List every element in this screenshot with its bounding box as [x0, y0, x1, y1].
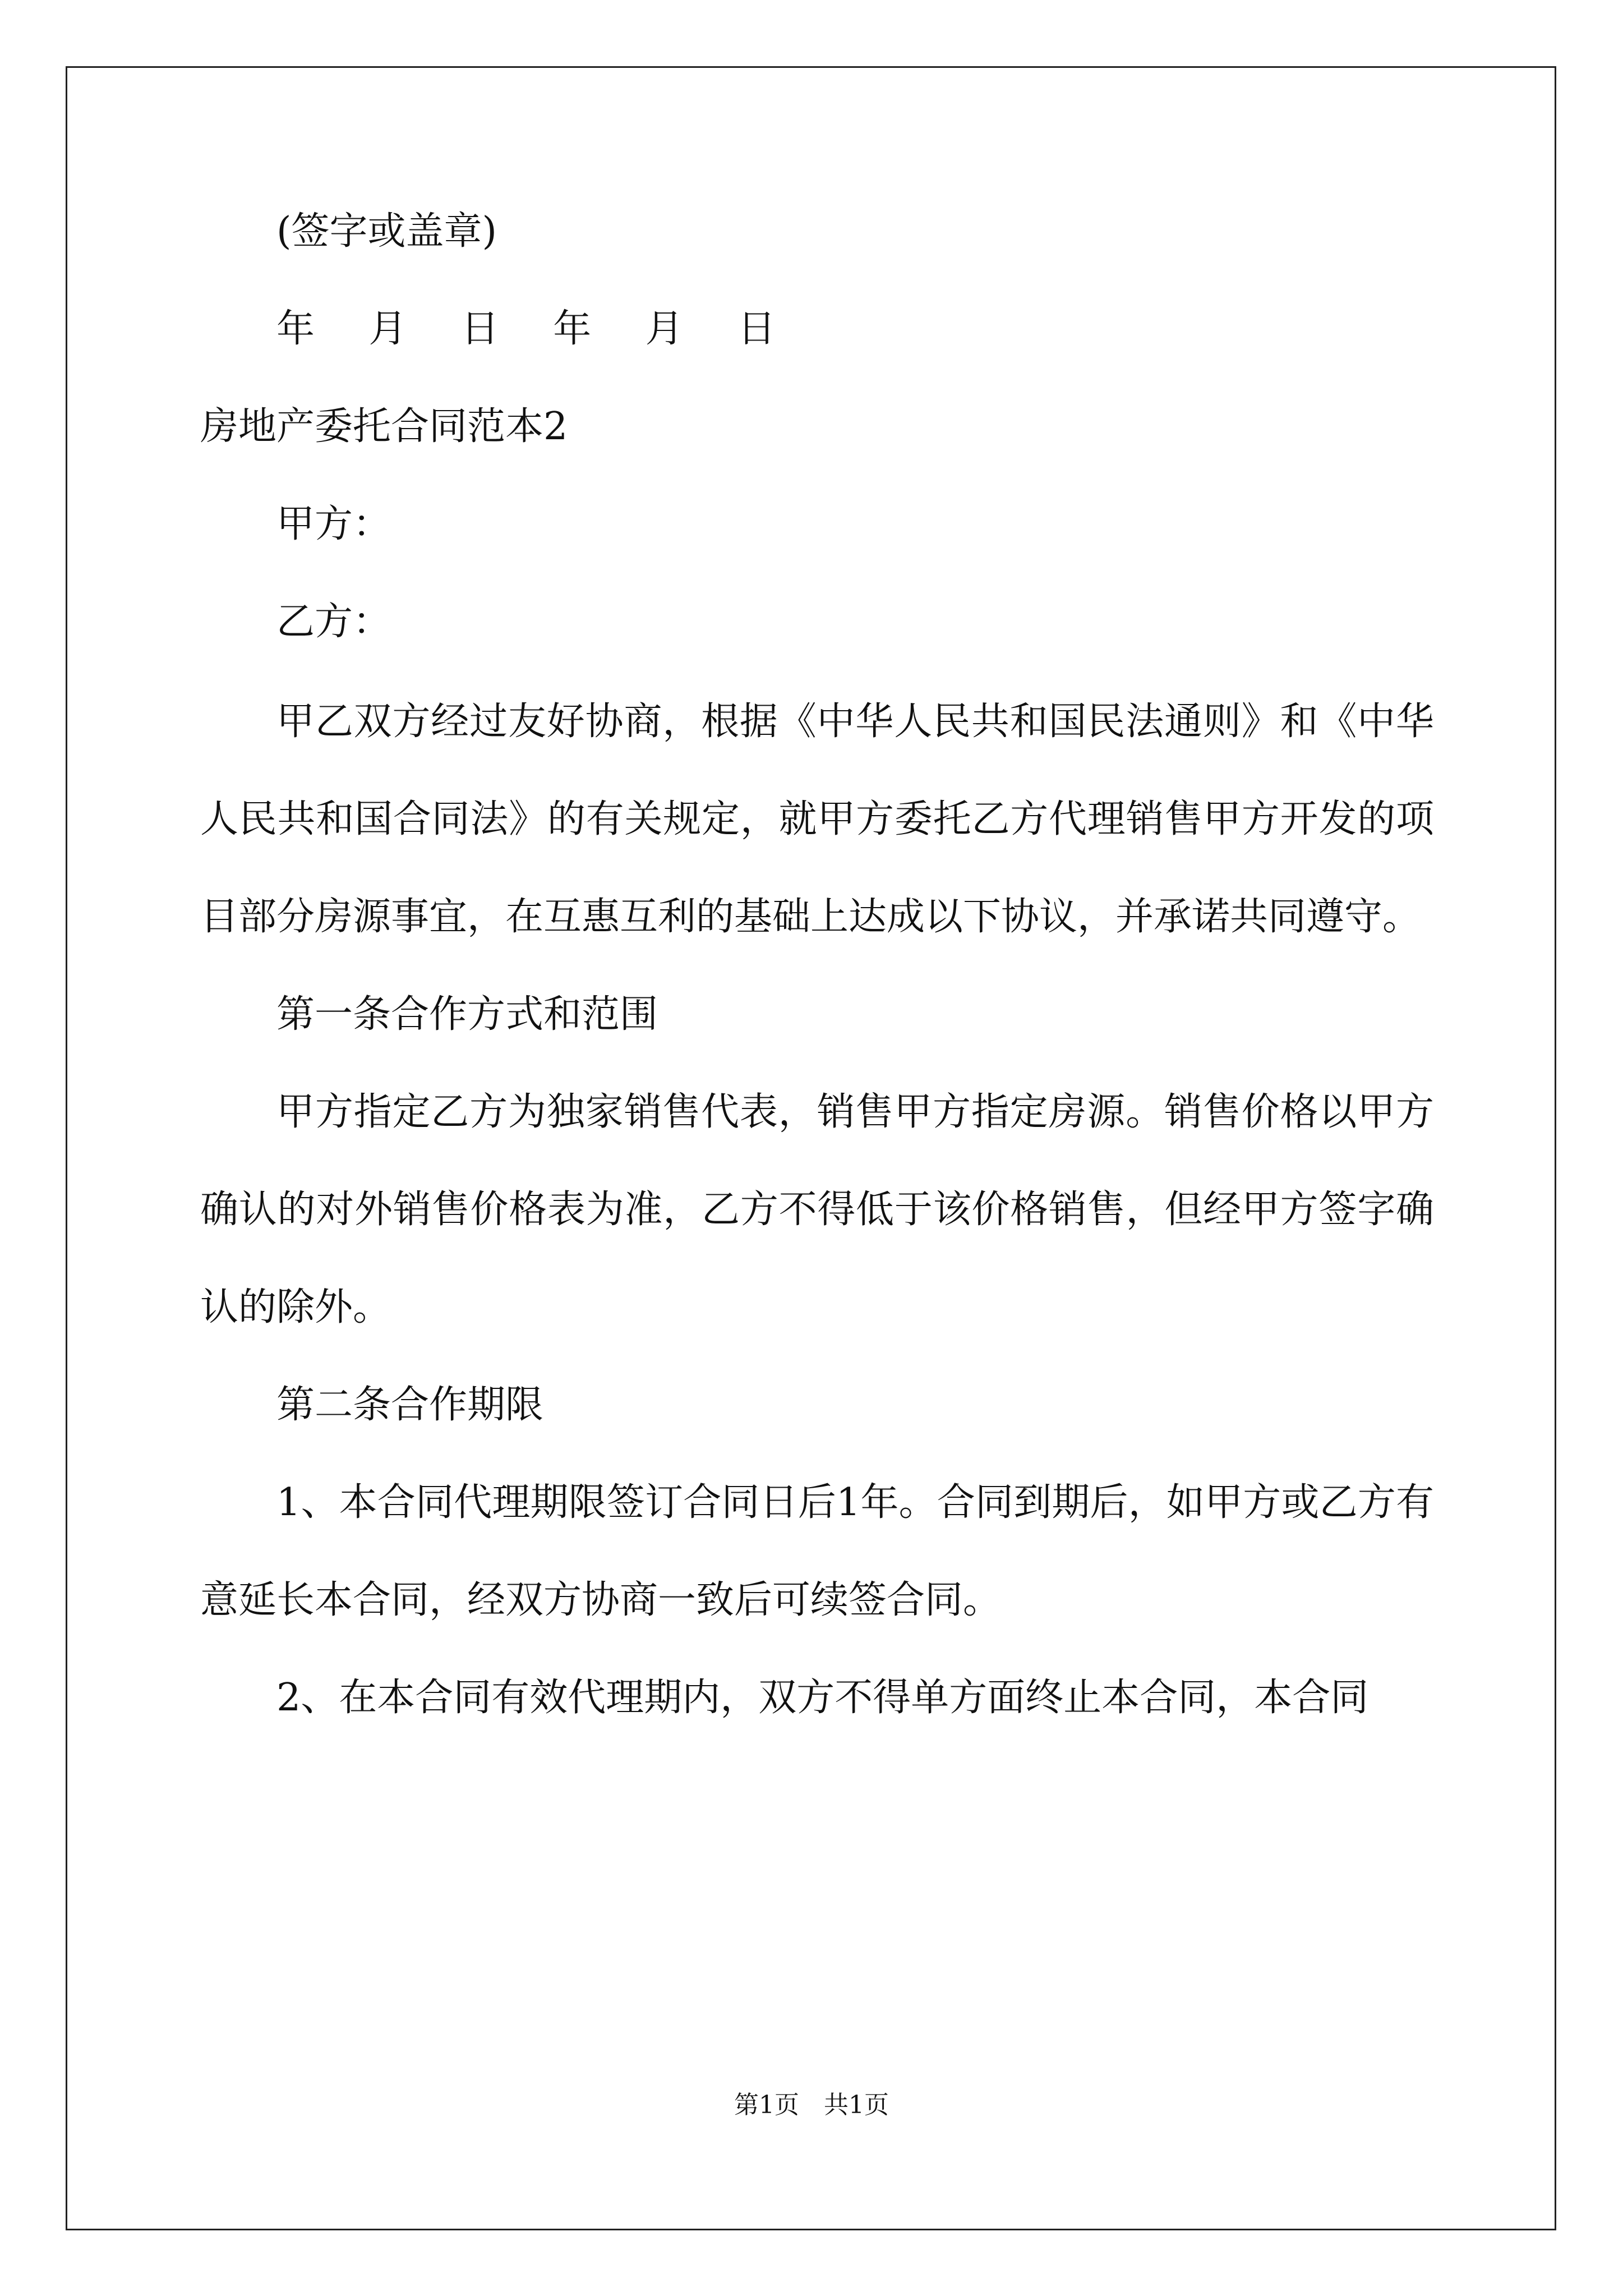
signature-line: (签字或盖章) [276, 209, 497, 254]
intro-paragraph: 甲乙双方经过友好协商，根据《中华人民共和国民法通则》和《中华人民共和国合同法》的有关规定，就甲方委托乙方代理销售甲方开发的项目部分房源事宜，在互惠互利的基础上达成以下协议，并承诺共同遵守。 [200, 700, 1434, 939]
article-2-item-2: 2、在本合同有效代理期内，双方不得单方面终止本合同，本合同 [276, 1676, 1369, 1720]
article-1-body: 甲方指定乙方为独家销售代表，销售甲方指定房源。销售价格以甲方确认的对外销售价格表为准，乙方不得低于该价格销售，但经甲方签字确认的除外。 [200, 1090, 1434, 1329]
party-b-label: 乙方： [276, 600, 391, 644]
article-2-heading: 第二条合作期限 [276, 1383, 544, 1427]
contract-title: 房地产委托合同范本2 [200, 404, 568, 449]
date-line: 年 月 日 年 月 日 [276, 307, 797, 351]
article-2-item-1: 1、本合同代理期限签订合同日后1年。合同到期后，如甲方或乙方有意延长本合同，经双方协商一致后可续签合同。 [200, 1480, 1434, 1622]
article-1-heading: 第一条合作方式和范围 [276, 992, 658, 1037]
document-body [200, 208, 1434, 1747]
page-footer: 第1页 共1页 [734, 2091, 889, 2119]
party-a-label: 甲方： [276, 502, 391, 546]
